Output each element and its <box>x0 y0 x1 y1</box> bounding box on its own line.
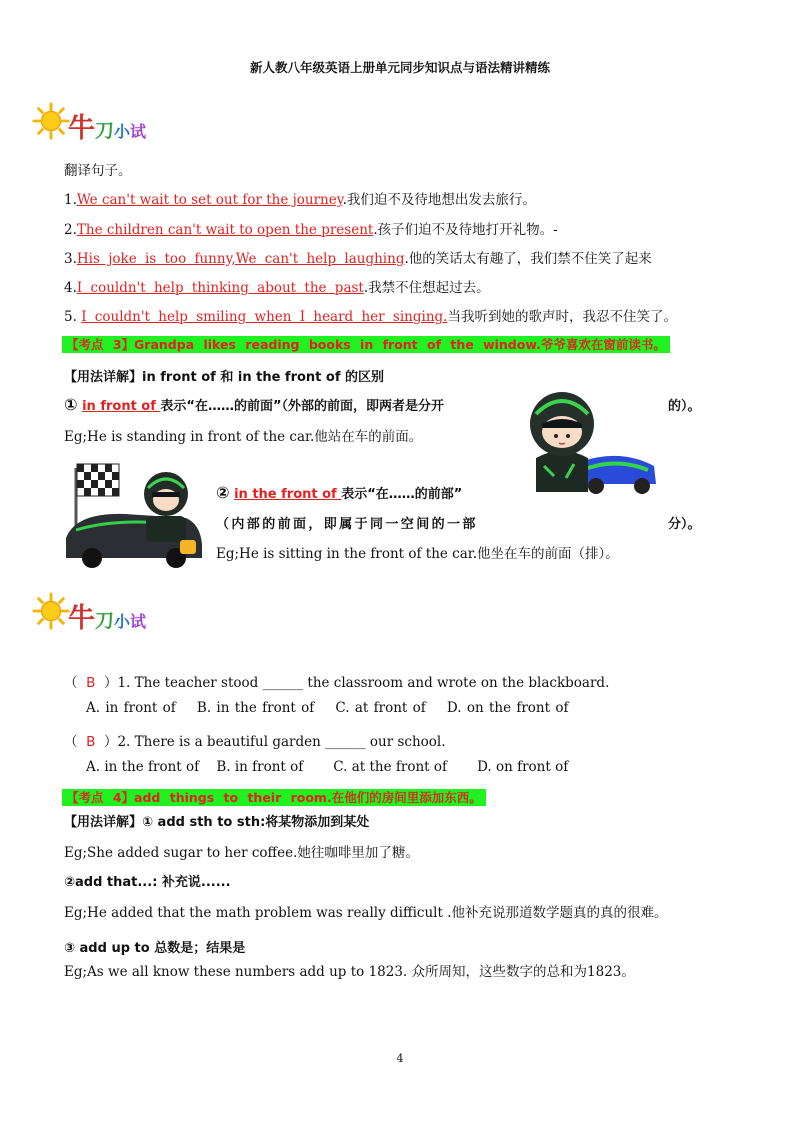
badge-char-2: 刀 <box>95 610 115 632</box>
item-number: 4. <box>64 280 77 296</box>
option: B. in front of <box>216 759 304 775</box>
badge-char-3: 小 <box>114 612 131 631</box>
badge-char-4: 试 <box>130 612 147 631</box>
item-answer: I couldn't help thinking about the past <box>76 280 364 296</box>
item-answer: The children can't wait to open the present <box>76 222 374 238</box>
example-sentence: Eg;She added sugar to her coffee.她往咖啡里加了糖。 <box>64 845 419 861</box>
part1-intro: 翻译句子。 <box>64 163 132 179</box>
kaodian-3-label: 【考点 3】Grandpa likes reading books in front of the window.爷爷喜欢在窗前读书。 <box>62 334 670 353</box>
option: B. in the front of <box>196 700 315 716</box>
usage-point-2-line2: （内部的前面，即属于同一空间的一部 <box>216 517 478 532</box>
item-answer: His joke is too funny,We can't help laughing <box>76 251 405 267</box>
badge-char-1: 牛 <box>68 603 95 634</box>
section-badge <box>32 100 232 144</box>
badge-char-4: 试 <box>130 122 147 141</box>
badge-char-3: 小 <box>114 122 131 141</box>
usage-point-3: ③ add up to 总数是；结果是 <box>64 941 246 956</box>
section-badge <box>32 590 232 634</box>
option: D. on front of <box>477 759 569 775</box>
item-chinese: 当我听到她的歌声时，我忍不住笑了。 <box>447 309 677 325</box>
question-2-options <box>86 759 568 775</box>
badge-char-2: 刀 <box>95 120 115 142</box>
question-1-options <box>86 700 568 716</box>
list-item <box>64 218 558 238</box>
usage-point-2: ② in the front of 表示“在……的前部” <box>216 483 463 502</box>
usage-point-2: ②add that...: 补充说...... <box>64 875 231 890</box>
option: C. at front of <box>335 700 426 716</box>
item-answer: We can't wait to set out for the journey <box>76 192 343 208</box>
list-item <box>64 276 490 296</box>
racer-illustration <box>518 388 660 500</box>
list-item <box>64 188 536 208</box>
item-chinese: .他的笑话太有趣了，我们禁不住笑了起来 <box>404 251 652 267</box>
race-car-illustration <box>62 458 206 570</box>
usage-heading: 【用法详解】① add sth to sth:将某物添加到某处 <box>64 815 370 830</box>
list-item <box>64 247 652 267</box>
document-header: 新人教八年级英语上册单元同步知识点与语法精讲精练 <box>249 60 550 75</box>
example-sentence: Eg;He is sitting in the front of the car.他坐在车的前面（排）。 <box>216 546 619 562</box>
question-1: （ B ）1. The teacher stood ______ the classroom and wrote on the blackboard. <box>64 675 610 691</box>
item-number: 2. <box>64 222 77 238</box>
badge-char-1: 牛 <box>68 113 95 144</box>
example-sentence: Eg;He is standing in front of the car.他站在车的前面。 <box>64 429 423 445</box>
item-number: 3. <box>64 251 77 267</box>
answer-letter: B <box>86 675 96 691</box>
item-number: 1. <box>64 192 77 208</box>
item-chinese: .我禁不住想起过去。 <box>363 280 490 296</box>
option: C. at the front of <box>333 759 448 775</box>
usage-point-1-tail: 的）。 <box>668 399 701 414</box>
item-chinese: .我们迫不及待地想出发去旅行。 <box>342 192 536 208</box>
example-sentence: Eg;As we all know these numbers add up to 1823. 众所周知，这些数字的总和为1823。 <box>64 964 635 980</box>
list-item <box>64 305 677 325</box>
item-number: 5. <box>64 309 77 325</box>
usage-heading: 【用法详解】in front of 和 in the front of 的区别 <box>64 370 385 385</box>
option: A. in front of <box>86 700 176 716</box>
usage-point-2-tail: 分）。 <box>668 517 701 532</box>
page-number: 4 <box>396 1052 404 1065</box>
item-chinese: .孩子们迫不及待地打开礼物。- <box>373 222 558 238</box>
option: A. in the front of <box>86 759 200 775</box>
example-sentence: Eg;He added that the math problem was really difficult .他补充说那道数学题真的真的很难。 <box>64 905 668 921</box>
option: D. on the front of <box>446 700 569 716</box>
kaodian-4-label: 【考点 4】add things to their room.在他们的房间里添加东西。 <box>62 787 486 806</box>
item-answer: I couldn't help smiling when I heard her singing. <box>81 309 448 325</box>
question-2: （ B ）2. There is a beautiful garden ______ our school. <box>64 734 446 750</box>
usage-point-1: ① in front of 表示“在……的前面”（外部的前面，即两者是分开 <box>64 395 445 414</box>
answer-letter: B <box>86 734 96 750</box>
sun-icon <box>32 592 70 630</box>
sun-icon <box>32 102 70 140</box>
